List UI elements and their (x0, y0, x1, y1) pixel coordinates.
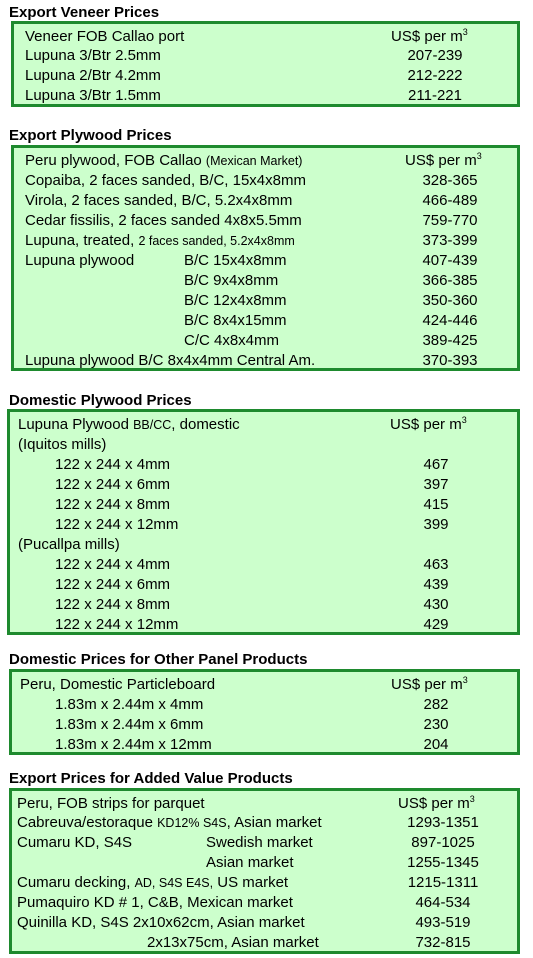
added-value-header-unit: US$ per $m^3$ (398, 794, 475, 812)
table-row-market: Swedish market (206, 834, 313, 851)
table-row-label: Lupuna 3/Btr 2.5mm (25, 47, 161, 64)
table-row-label: Copaiba, 2 faces sanded, B/C, 15x4x8mm (25, 172, 306, 189)
table-row-label: 1.83m x 2.44m x 4mm (55, 696, 204, 713)
domestic-plywood-table (7, 409, 520, 635)
veneer-table (11, 21, 520, 107)
other-panel-table (9, 669, 520, 755)
other-panel-header-label: Peru, Domestic Particleboard (20, 676, 216, 693)
table-row-value: 282 (423, 696, 449, 713)
table-row-value: 424-446 (422, 312, 478, 329)
export-plywood-title: Export Plywood Prices (9, 127, 172, 144)
table-row-label: Cumaru KD, S4S (17, 834, 133, 851)
table-row-label: Lupuna, treated, 2 faces sanded, 5.2x4x8mm (25, 232, 295, 249)
table-row-label: Cumaru decking, AD, S4S E4S, US market (17, 874, 289, 891)
table-row-value: 467 (423, 456, 449, 473)
table-row-value: 230 (423, 716, 449, 733)
table-row-value: 415 (423, 496, 449, 513)
table-row-label: 122 x 244 x 8mm (55, 496, 171, 513)
table-row-label: Lupuna 2/Btr 4.2mm (25, 67, 161, 84)
table-row-value: 366-385 (422, 272, 478, 289)
table-row-label: 1.83m x 2.44m x 6mm (55, 716, 204, 733)
table-row-value: 211-221 (408, 87, 462, 104)
table-row-sublabel: B/C 15x4x8mm (184, 252, 287, 269)
table-row-value: 204 (423, 736, 449, 753)
table-row-label: Cedar fissilis, 2 faces sanded 4x8x5.5mm (25, 212, 302, 229)
table-row-value: 1293-1351 (407, 814, 479, 831)
table-row-label: Pumaquiro KD # 1, C&B, Mexican market (17, 894, 293, 911)
added-value-table (9, 788, 520, 954)
table-row-sublabel: B/C 8x4x15mm (184, 312, 287, 329)
export-plywood-table (11, 145, 520, 371)
table-row-label: 122 x 244 x 6mm (55, 576, 171, 593)
table-row-value: 399 (423, 516, 449, 533)
domestic-plywood-header-unit: US$ per $m^3$ (390, 415, 467, 433)
table-row-label: 122 x 244 x 4mm (55, 456, 171, 473)
table-row-market: Asian market (206, 854, 294, 871)
table-row-label: 122 x 244 x 6mm (55, 476, 171, 493)
table-row-value: 463 (423, 556, 449, 573)
table-row-value: 389-425 (422, 332, 478, 349)
table-row-label: Lupuna 3/Btr 1.5mm (25, 87, 161, 104)
table-row-label: Quinilla KD, S4S 2x10x62cm, Asian market (17, 914, 305, 931)
table-row-value: 1255-1345 (407, 854, 479, 871)
table-row-value: 493-519 (415, 914, 471, 931)
added-value-header-label: Peru, FOB strips for parquet (17, 795, 205, 812)
table-row-value: 439 (423, 576, 449, 593)
table-row-label: Virola, 2 faces sanded, B/C, 5.2x4x8mm (25, 192, 293, 209)
iquitos-group-label: (Iquitos mills) (18, 436, 107, 453)
table-row-label: 122 x 244 x 12mm (55, 616, 179, 633)
table-row-value: 207-239 (407, 47, 463, 64)
export-plywood-header-unit: US$ per $m^3$ (405, 151, 482, 169)
table-row-value: 373-399 (422, 232, 478, 249)
table-row-sublabel: B/C 9x4x8mm (184, 272, 279, 289)
table-row-label: 122 x 244 x 8mm (55, 596, 171, 613)
table-row-label: 1.83m x 2.44m x 12mm (55, 736, 212, 753)
other-panel-header-unit: US$ per $m^3$ (391, 675, 468, 693)
added-value-title: Export Prices for Added Value Products (9, 770, 293, 787)
table-row-value: 429 (423, 616, 449, 633)
table-row-value: 464-534 (415, 894, 471, 911)
table-row-value: 407-439 (422, 252, 478, 269)
table-row-label: Lupuna plywood (25, 252, 135, 269)
table-row-value: 1215-1311 (407, 874, 479, 891)
table-row-value: 370-393 (422, 352, 478, 369)
veneer-title: Export Veneer Prices (9, 4, 160, 21)
veneer-header-unit: US$ per $m^3$ (391, 27, 468, 45)
domestic-plywood-title: Domestic Plywood Prices (9, 392, 192, 409)
table-row-value: 466-489 (422, 192, 478, 209)
table-row-value: 397 (423, 476, 449, 493)
table-row-value: 350-360 (422, 292, 478, 309)
table-row-label: Lupuna plywood B/C 8x4x4mm Central Am. (25, 352, 316, 369)
veneer-header-label: Veneer FOB Callao port (25, 28, 185, 45)
export-plywood-header-label: Peru plywood, FOB Callao (Mexican Market) (25, 152, 303, 169)
table-row-value: 328-365 (422, 172, 478, 189)
pucallpa-group-label: (Pucallpa mills) (18, 536, 120, 553)
table-row-label: 2x13x75cm, Asian market (147, 934, 319, 951)
table-row-value: 212-222 (407, 67, 463, 84)
table-row-value: 430 (423, 596, 449, 613)
table-row-sublabel: C/C 4x8x4mm (184, 332, 280, 349)
table-row-value: 732-815 (415, 934, 471, 951)
table-row-value: 897-1025 (411, 834, 475, 851)
table-row-label: Cabreuva/estoraque KD12% S4S, Asian market (17, 814, 322, 831)
table-row-value: 759-770 (422, 212, 478, 229)
table-row-label: 122 x 244 x 12mm (55, 516, 179, 533)
domestic-plywood-header-label: Lupuna Plywood BB/CC, domestic (18, 416, 240, 433)
table-row-label: 122 x 244 x 4mm (55, 556, 171, 573)
table-row-sublabel: B/C 12x4x8mm (184, 292, 287, 309)
other-panel-title: Domestic Prices for Other Panel Products (9, 651, 308, 668)
